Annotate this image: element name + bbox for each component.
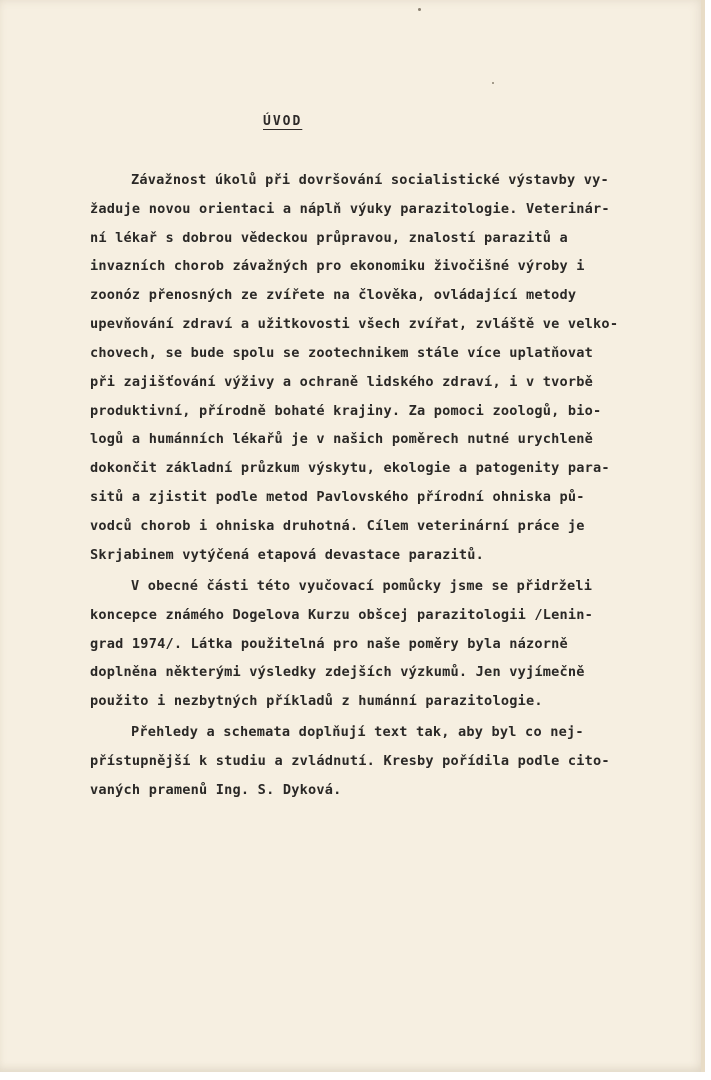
text-line: při zajišťování výživy a ochraně lidského zdraví, i v tvorbě <box>90 374 594 390</box>
text-line: vaných pramenů Ing. S. Dyková. <box>90 782 342 798</box>
text-line: sitů a zjistit podle metod Pavlovského přírodní ohniska pů- <box>90 489 585 505</box>
text-line: doplněna některými výsledky zdejších výzkumů. Jen vyjímečně <box>90 664 585 680</box>
text-line: zoonóz přenosných ze zvířete na člověka, ovládající metody <box>90 287 577 303</box>
text-line: přístupnější k studiu a zvládnutí. Kresby pořídila podle cito- <box>90 753 610 769</box>
text-line: použito i nezbytných příkladů z humánní parazitologie. <box>90 693 543 709</box>
text-line: V obecné části této vyučovací pomůcky jsme se přidrželi <box>131 578 593 594</box>
text-line: logů a humánních lékařů je v našich poměrech nutné urychleně <box>90 431 594 447</box>
paper-speck <box>418 8 421 11</box>
text-line: koncepce známého Dogelova Kurzu obšcej parazitologii /Lenin- <box>90 607 594 623</box>
text-line: Přehledy a schemata doplňují text tak, aby byl co nej- <box>131 724 584 740</box>
text-line: ní lékař s dobrou vědeckou průpravou, znalostí parazitů a <box>90 230 568 246</box>
text-line: invazních chorob závažných pro ekonomiku živočišné výroby i <box>90 258 585 274</box>
text-line: dokončit základní průzkum výskytu, ekologie a patogenity para- <box>90 460 610 476</box>
text-line: Závažnost úkolů při dovršování socialistické výstavby vy- <box>131 172 609 188</box>
text-line: produktivní, přírodně bohaté krajiny. Za pomoci zoologů, bio- <box>90 403 602 419</box>
text-line: žaduje novou orientaci a náplň výuky parazitologie. Veterinár- <box>90 201 610 217</box>
paper-speck <box>492 82 494 84</box>
text-line: Skrjabinem vytýčená etapová devastace parazitů. <box>90 547 485 563</box>
text-line: upevňování zdraví a užitkovosti všech zvířat, zvláště ve velko- <box>90 316 619 332</box>
text-line: chovech, se bude spolu se zootechnikem stále více uplatňovat <box>90 345 594 361</box>
page-title: ÚVOD <box>263 114 303 129</box>
text-line: grad 1974/. Látka použitelná pro naše poměry byla názorně <box>90 636 568 652</box>
text-line: vodců chorob i ohniska druhotná. Cílem veterinární práce je <box>90 518 585 534</box>
